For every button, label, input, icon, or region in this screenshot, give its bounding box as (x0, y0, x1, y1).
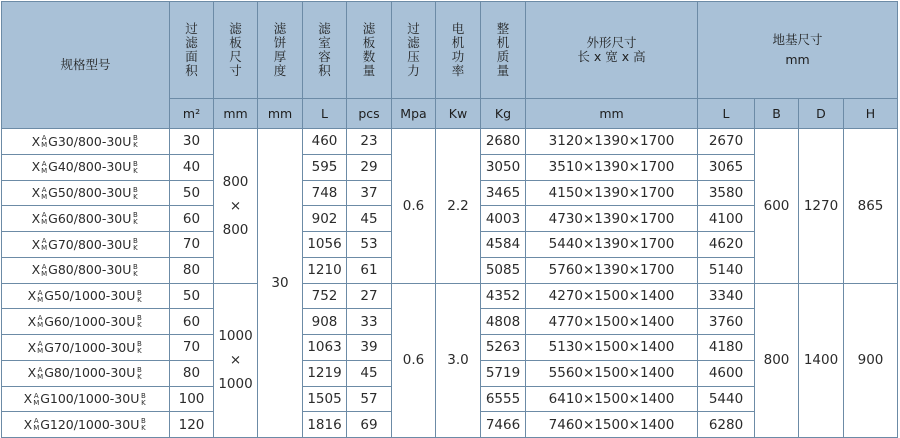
model-name (28, 340, 144, 355)
model-suffix-marks (135, 290, 143, 304)
model-prefix-sub: M (41, 269, 48, 278)
model-prefix: X (27, 339, 37, 355)
unit-B: B (755, 99, 799, 129)
unit-volume: L (303, 99, 347, 129)
model-prefix: X (23, 391, 33, 407)
plates-cell: 53 (347, 232, 392, 258)
dims-cell: 5130×1500×1400 (526, 335, 698, 361)
model-suffix-marks (135, 341, 143, 355)
volume-cell: 1816 (303, 412, 347, 438)
model-name (28, 314, 144, 329)
foundation-L-cell: 4600 (698, 360, 755, 386)
model-suffix-sup: B (133, 134, 138, 143)
model-cell (2, 309, 170, 335)
header-plates (347, 2, 392, 99)
header-cake-text: 滤 饼 厚 度 (273, 21, 287, 78)
model-prefix-sup: A (37, 365, 43, 374)
plates-cell: 61 (347, 257, 392, 283)
plates-cell: 45 (347, 360, 392, 386)
table-body (2, 129, 898, 438)
plates-cell: 57 (347, 386, 392, 412)
model-prefix-sub: M (33, 424, 40, 433)
model-prefix-marks (40, 161, 48, 175)
plate-size-line: 800 (222, 221, 249, 238)
model-suffix-marks (131, 135, 139, 149)
model-cell (2, 257, 170, 283)
model-prefix-marks (40, 264, 48, 278)
volume-cell: 460 (303, 129, 347, 155)
model-name (32, 185, 140, 200)
model-prefix-marks (40, 187, 48, 201)
header-volume-text: 滤 室 容 积 (318, 21, 331, 78)
model-suffix-sub: K (133, 218, 138, 227)
header-model: 规格型号 (2, 2, 170, 129)
plate-size-cell (214, 283, 258, 438)
plate-size-line: × (229, 352, 242, 369)
model-suffix-sup: B (133, 159, 138, 168)
volume-cell: 1219 (303, 360, 347, 386)
model-suffix-sub: K (133, 244, 138, 253)
plates-cell: 69 (347, 412, 392, 438)
model-prefix-sup: A (41, 211, 47, 220)
header-dims-subtitle: 长 x 宽 x 高 (577, 49, 646, 64)
area-cell: 70 (170, 232, 214, 258)
model-prefix-sub: M (41, 166, 48, 175)
model-suffix-sup: B (133, 185, 138, 194)
dims-cell: 5440×1390×1700 (526, 232, 698, 258)
header-plates-text: 滤 板 数 量 (362, 21, 376, 78)
unit-D: D (799, 99, 844, 129)
area-cell: 80 (170, 257, 214, 283)
spec-table (1, 1, 898, 438)
volume-cell: 902 (303, 206, 347, 232)
model-prefix: X (31, 262, 41, 278)
dims-cell: 5760×1390×1700 (526, 257, 698, 283)
header-pressure (392, 2, 436, 99)
area-cell: 120 (170, 412, 214, 438)
model-prefix-sub: M (37, 372, 44, 381)
model-suffix-marks (135, 367, 143, 381)
model-code: G80/800-30U (48, 262, 132, 278)
weight-cell: 5085 (481, 257, 526, 283)
model-suffix-sup: B (136, 288, 142, 297)
model-prefix-marks (40, 212, 48, 226)
foundation-L-cell: 3760 (698, 309, 755, 335)
dims-cell: 7460×1500×1400 (526, 412, 698, 438)
plates-cell: 45 (347, 206, 392, 232)
model-cell (2, 154, 170, 180)
weight-cell: 3465 (481, 180, 526, 206)
volume-cell: 595 (303, 154, 347, 180)
model-suffix-marks (131, 238, 139, 252)
unit-L: L (698, 99, 755, 129)
plates-cell: 27 (347, 283, 392, 309)
model-suffix-sup: B (136, 340, 142, 349)
model-code: G70/800-30U (48, 236, 132, 252)
model-suffix-marks (131, 161, 139, 175)
model-prefix-sub: M (41, 244, 48, 253)
foundation-L-cell: 3580 (698, 180, 755, 206)
area-cell: 30 (170, 129, 214, 155)
model-cell (2, 335, 170, 361)
model-name (32, 134, 140, 149)
model-prefix-sub: M (41, 141, 48, 150)
model-cell (2, 283, 170, 309)
model-name (24, 417, 148, 432)
model-suffix-sub: K (133, 269, 138, 278)
model-prefix-marks (36, 315, 44, 329)
volume-cell: 1505 (303, 386, 347, 412)
dims-cell: 4150×1390×1700 (526, 180, 698, 206)
header-dims (526, 2, 698, 99)
header-plate-size (214, 2, 258, 99)
foundation-L-cell: 6280 (698, 412, 755, 438)
weight-cell: 2680 (481, 129, 526, 155)
header-weight-text: 整 机 质 量 (496, 21, 510, 78)
model-prefix: X (31, 185, 41, 201)
header-weight (481, 2, 526, 99)
area-cell: 100 (170, 386, 214, 412)
area-cell: 80 (170, 360, 214, 386)
plate-size-cell (214, 129, 258, 284)
area-cell: 60 (170, 309, 214, 335)
model-prefix: X (27, 288, 37, 304)
model-name (32, 159, 140, 174)
model-prefix-sup: A (41, 159, 47, 168)
model-cell (2, 232, 170, 258)
model-cell (2, 386, 170, 412)
model-suffix-sub: K (141, 398, 146, 407)
model-cell (2, 360, 170, 386)
foundation-B-cell: 800 (755, 283, 799, 438)
foundation-L-cell: 2670 (698, 129, 755, 155)
foundation-L-cell: 4620 (698, 232, 755, 258)
dims-cell: 3120×1390×1700 (526, 129, 698, 155)
header-plate-size-text: 滤 板 尺 寸 (229, 21, 242, 78)
foundation-H-cell: 900 (844, 283, 898, 438)
foundation-H-cell: 865 (844, 129, 898, 284)
model-suffix-sub: K (133, 166, 138, 175)
model-prefix: X (31, 159, 41, 175)
model-suffix-sub: K (137, 295, 142, 304)
cake-thickness-cell: 30 (258, 129, 303, 438)
model-code: G100/1000-30U (40, 391, 140, 407)
dims-cell: 4270×1500×1400 (526, 283, 698, 309)
area-cell: 60 (170, 206, 214, 232)
table-row (2, 129, 898, 155)
plates-cell: 39 (347, 335, 392, 361)
model-cell (2, 206, 170, 232)
table-row (2, 283, 898, 309)
header-foundation-unit: mm (785, 52, 810, 67)
plates-cell: 23 (347, 129, 392, 155)
unit-power: Kw (436, 99, 481, 129)
model-suffix-sub: K (141, 424, 146, 433)
model-prefix-sub: M (33, 398, 40, 407)
header-pressure-text: 过 滤 压 力 (407, 21, 420, 78)
model-suffix-sup: B (136, 365, 142, 374)
model-prefix-sub: M (37, 321, 44, 330)
unit-area: m² (170, 99, 214, 129)
model-cell (2, 412, 170, 438)
model-name (24, 391, 148, 406)
model-cell (2, 180, 170, 206)
area-cell: 40 (170, 154, 214, 180)
model-suffix-marks (139, 393, 147, 407)
foundation-L-cell: 4100 (698, 206, 755, 232)
model-name (28, 288, 144, 303)
volume-cell: 1056 (303, 232, 347, 258)
model-cell (2, 129, 170, 155)
model-suffix-sub: K (137, 372, 142, 381)
foundation-L-cell: 3340 (698, 283, 755, 309)
model-prefix-marks (40, 135, 48, 149)
plates-cell: 37 (347, 180, 392, 206)
pressure-cell: 0.6 (392, 283, 436, 438)
model-prefix-sub: M (41, 218, 48, 227)
dims-cell: 4770×1500×1400 (526, 309, 698, 335)
model-code: G60/800-30U (48, 210, 132, 226)
model-suffix-sub: K (133, 141, 138, 150)
unit-dims: mm (526, 99, 698, 129)
volume-cell: 1063 (303, 335, 347, 361)
area-cell: 70 (170, 335, 214, 361)
dims-cell: 5560×1500×1400 (526, 360, 698, 386)
model-suffix-marks (131, 212, 139, 226)
header-foundation-title: 地基尺寸 (772, 32, 823, 47)
model-name (32, 262, 140, 277)
plate-size-line: 1000 (218, 328, 253, 345)
model-prefix-sub: M (37, 347, 44, 356)
model-suffix-marks (135, 315, 143, 329)
model-name (28, 365, 144, 380)
weight-cell: 4808 (481, 309, 526, 335)
model-name (32, 211, 140, 226)
model-suffix-sup: B (133, 237, 138, 246)
dims-cell: 3510×1390×1700 (526, 154, 698, 180)
unit-plate-size: mm (214, 99, 258, 129)
foundation-D-cell: 1400 (799, 283, 844, 438)
weight-cell: 6555 (481, 386, 526, 412)
foundation-D-cell: 1270 (799, 129, 844, 284)
model-prefix-sup: A (41, 262, 47, 271)
plate-size-line: 800 (222, 173, 249, 190)
model-suffix-sup: B (140, 417, 146, 426)
header-area-text: 过 滤 面 积 (185, 21, 198, 78)
model-prefix-sub: M (41, 192, 48, 201)
dims-cell: 6410×1500×1400 (526, 386, 698, 412)
model-code: G30/800-30U (48, 133, 132, 149)
model-prefix-sup: A (41, 134, 47, 143)
foundation-L-cell: 5140 (698, 257, 755, 283)
header-area (170, 2, 214, 99)
model-suffix-sup: B (136, 314, 142, 323)
model-suffix-sup: B (133, 211, 138, 220)
plate-size-line: × (229, 197, 242, 214)
foundation-L-cell: 5440 (698, 386, 755, 412)
weight-cell: 3050 (481, 154, 526, 180)
model-code: G50/800-30U (48, 185, 132, 201)
model-prefix-marks (36, 367, 44, 381)
volume-cell: 748 (303, 180, 347, 206)
model-prefix: X (27, 313, 37, 329)
dims-cell: 4730×1390×1700 (526, 206, 698, 232)
model-prefix: X (23, 416, 33, 432)
unit-weight: Kg (481, 99, 526, 129)
unit-cake: mm (258, 99, 303, 129)
weight-cell: 4003 (481, 206, 526, 232)
plates-cell: 29 (347, 154, 392, 180)
model-prefix-marks (36, 290, 44, 304)
weight-cell: 5263 (481, 335, 526, 361)
model-name (32, 237, 140, 252)
model-prefix: X (31, 210, 41, 226)
header-power (436, 2, 481, 99)
model-prefix: X (31, 133, 41, 149)
model-prefix-sup: A (33, 417, 39, 426)
model-suffix-marks (131, 187, 139, 201)
model-prefix: X (31, 236, 41, 252)
power-cell: 3.0 (436, 283, 481, 438)
model-prefix-marks (36, 341, 44, 355)
area-cell: 50 (170, 180, 214, 206)
model-prefix-sup: A (41, 237, 47, 246)
model-prefix-sup: A (41, 185, 47, 194)
header-foundation (698, 2, 898, 99)
weight-cell: 4352 (481, 283, 526, 309)
header-dims-title: 外形尺寸 (586, 35, 637, 50)
model-prefix-sub: M (37, 295, 44, 304)
weight-cell: 5719 (481, 360, 526, 386)
plates-cell: 33 (347, 309, 392, 335)
volume-cell: 1210 (303, 257, 347, 283)
model-prefix-sup: A (33, 391, 39, 400)
model-suffix-sup: B (140, 391, 146, 400)
model-code: G70/1000-30U (44, 339, 136, 355)
model-prefix: X (27, 365, 37, 381)
volume-cell: 908 (303, 309, 347, 335)
model-prefix-sup: A (37, 288, 43, 297)
model-prefix-sup: A (37, 340, 43, 349)
model-code: G50/1000-30U (44, 288, 136, 304)
unit-pressure: Mpa (392, 99, 436, 129)
model-code: G80/1000-30U (44, 365, 136, 381)
volume-cell: 752 (303, 283, 347, 309)
model-suffix-sub: K (137, 321, 142, 330)
model-code: G120/1000-30U (40, 416, 140, 432)
header-cake (258, 2, 303, 99)
power-cell: 2.2 (436, 129, 481, 284)
unit-plates: pcs (347, 99, 392, 129)
area-cell: 50 (170, 283, 214, 309)
unit-H: H (844, 99, 898, 129)
model-suffix-sub: K (133, 192, 138, 201)
header-row (2, 2, 898, 99)
weight-cell: 4584 (481, 232, 526, 258)
foundation-L-cell: 3065 (698, 154, 755, 180)
foundation-L-cell: 4180 (698, 335, 755, 361)
foundation-B-cell: 600 (755, 129, 799, 284)
model-suffix-marks (131, 264, 139, 278)
model-prefix-marks (40, 238, 48, 252)
model-code: G60/1000-30U (44, 313, 136, 329)
header-power-text: 电 机 功 率 (451, 21, 465, 78)
model-code: G40/800-30U (48, 159, 132, 175)
model-suffix-marks (139, 418, 147, 432)
header-volume (303, 2, 347, 99)
model-suffix-sup: B (133, 262, 138, 271)
weight-cell: 7466 (481, 412, 526, 438)
model-suffix-sub: K (137, 347, 142, 356)
pressure-cell: 0.6 (392, 129, 436, 284)
model-prefix-sup: A (37, 314, 43, 323)
plate-size-line: 1000 (218, 376, 253, 393)
